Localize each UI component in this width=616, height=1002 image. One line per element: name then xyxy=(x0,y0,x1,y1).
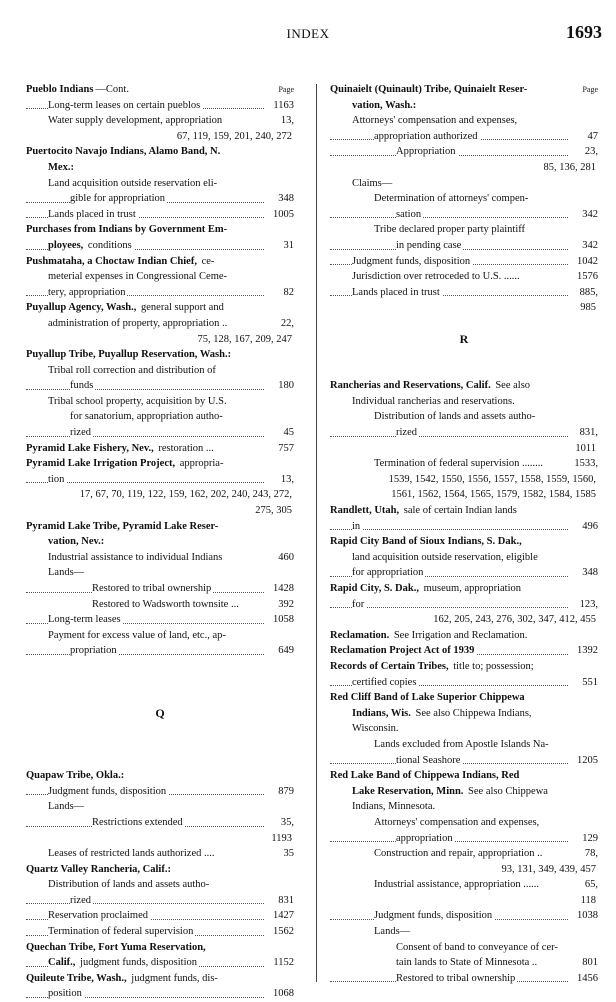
entry-text: —Cont. xyxy=(95,84,129,95)
index-entry-line xyxy=(26,82,294,98)
index-entry-line xyxy=(26,285,294,301)
entry-text: 1561, 1562, 1564, 1565, 1579, 1582, 1584, 1585 xyxy=(391,489,596,501)
page-reference: 460 xyxy=(275,550,294,566)
entry-text: Distribution of lands and assets autho- xyxy=(374,411,536,423)
entry-text: rized xyxy=(70,427,91,439)
index-entry-line xyxy=(330,441,598,457)
page-reference: 831 xyxy=(275,893,294,909)
index-entry-line xyxy=(330,737,598,753)
page-reference: 551 xyxy=(579,675,598,691)
entry-text: tain lands to State of Minnesota .. xyxy=(396,957,538,969)
entry-text: conditions xyxy=(85,239,132,251)
entry-text: 67, 119, 159, 201, 240, 272 xyxy=(176,130,292,142)
entry-text: Payment for excess value of land, etc., ap- xyxy=(48,629,226,641)
page-reference: 1427 xyxy=(270,908,294,924)
blank-line xyxy=(26,675,294,691)
index-entry-line xyxy=(330,753,598,769)
index-entry-line xyxy=(26,425,294,441)
entry-heading: Pushmataha, a Choctaw Indian Chief, xyxy=(26,255,197,267)
page-reference: 348 xyxy=(579,565,598,581)
entry-heading: Reclamation Project Act of 1939 xyxy=(330,645,475,657)
page-reference: 13, xyxy=(278,472,294,488)
page-reference: 1058 xyxy=(270,612,294,628)
index-entry-line xyxy=(26,98,294,114)
index-entry-line xyxy=(330,612,598,628)
entry-text: general support and xyxy=(138,302,224,314)
entry-text: Lands placed in trust xyxy=(48,208,136,220)
entry-text: Tribal school property, acquisition by U.S. xyxy=(48,395,227,407)
index-entry-line xyxy=(330,456,598,472)
index-entry-line xyxy=(330,675,598,691)
index-entry-line xyxy=(330,300,598,316)
index-entry-line xyxy=(330,862,598,878)
entry-text: Attorneys' compensation and expenses, xyxy=(374,816,540,828)
index-entry-line xyxy=(330,690,598,706)
entry-text: Judgment funds, disposition xyxy=(48,785,167,797)
entry-text: 162, 205, 243, 276, 302, 347, 412, 455 xyxy=(433,614,596,626)
page-reference: 885, xyxy=(577,285,598,301)
index-entry-line xyxy=(330,425,598,441)
index-entry-line xyxy=(26,472,294,488)
page-reference: 1005 xyxy=(270,207,294,223)
entry-heading: Quechan Tribe, Fort Yuma Reservation, xyxy=(26,941,206,953)
index-entry-line xyxy=(26,643,294,659)
entry-text: Reservation proclaimed xyxy=(48,910,149,922)
entry-heading: Records of Certain Tribes, xyxy=(330,660,449,672)
page-reference: 35 xyxy=(281,846,295,862)
index-entry-line xyxy=(26,409,294,425)
index-entry-line xyxy=(330,659,598,675)
index-entry-line xyxy=(330,409,598,425)
entry-text: certified copies xyxy=(352,676,417,688)
entry-text: Long-term leases xyxy=(48,614,121,626)
entry-text: sation xyxy=(396,208,422,220)
index-entry-line xyxy=(26,534,294,550)
page-reference: 31 xyxy=(281,238,295,254)
entry-text: Lands placed in trust xyxy=(352,286,440,298)
entry-heading: Puyallup Tribe, Puyallup Reservation, Wash.: xyxy=(26,349,232,361)
entry-text: for appropriation xyxy=(352,567,424,579)
index-entry-line xyxy=(330,628,598,644)
page-reference: 831, xyxy=(577,425,598,441)
index-entry-line xyxy=(26,955,294,971)
entry-text: tional Seashore xyxy=(396,754,461,766)
entry-text: Termination of federal supervision xyxy=(48,926,194,938)
index-entry-line xyxy=(26,456,294,472)
index-entry-line xyxy=(330,784,598,800)
blank-line xyxy=(330,316,598,332)
entry-heading: Indians, Wis. xyxy=(352,707,411,719)
page-reference: 1456 xyxy=(574,971,598,987)
index-entry-line xyxy=(26,597,294,613)
entry-text: Water supply development, appropriation xyxy=(48,115,223,127)
index-entry-line xyxy=(26,176,294,192)
section-letter: R xyxy=(459,331,469,346)
entry-text: Lands excluded from Apostle Islands Na- xyxy=(374,738,549,750)
entry-heading: Quileute Tribe, Wash., xyxy=(26,972,127,984)
entry-text: position xyxy=(48,988,82,1000)
entry-text: sale of certain Indian lands xyxy=(401,505,517,517)
section-letter: Q xyxy=(155,705,165,720)
index-entry-line xyxy=(330,503,598,519)
entry-text: Attorneys' compensation and expenses, xyxy=(352,115,518,127)
index-entry-line xyxy=(26,238,294,254)
entry-text: Industrial assistance, appropriation ...... xyxy=(374,879,540,891)
entry-text: Industrial assistance to individual Indians xyxy=(48,551,223,563)
entry-text: tion xyxy=(48,473,65,485)
index-entry-line xyxy=(26,799,294,815)
page-reference: 1533, xyxy=(571,456,598,472)
index-entry-line xyxy=(330,144,598,160)
index-entry-line xyxy=(330,893,598,909)
index-entry-line xyxy=(26,129,294,145)
page-reference: 342 xyxy=(579,207,598,223)
entry-heading: vation, Nev.: xyxy=(48,536,105,548)
index-column-left xyxy=(26,82,294,1002)
index-entry-line xyxy=(330,846,598,862)
page-reference: 348 xyxy=(275,191,294,207)
index-entry-line xyxy=(26,893,294,909)
index-entry-line xyxy=(26,815,294,831)
entry-text: appropriation xyxy=(396,832,453,844)
index-entry-line xyxy=(26,207,294,223)
index-entry-line xyxy=(330,908,598,924)
index-entry-line xyxy=(26,503,294,519)
index-entry-line xyxy=(330,394,598,410)
page-column-label: Page xyxy=(278,85,294,94)
entry-text: judgment funds, dis- xyxy=(128,972,218,984)
entry-heading: Rapid City, S. Dak., xyxy=(330,583,419,594)
index-entry-line xyxy=(330,799,598,815)
entry-heading: ployees, xyxy=(48,239,84,251)
entry-heading: Randlett, Utah, xyxy=(330,505,400,517)
index-entry-line xyxy=(26,877,294,893)
index-entry-line xyxy=(26,222,294,238)
entry-text: Tribal roll correction and distribution of xyxy=(48,364,216,376)
index-entry-line xyxy=(330,519,598,535)
index-entry-line xyxy=(26,347,294,363)
index-entry-line xyxy=(330,207,598,223)
page-reference: 1562 xyxy=(270,924,294,940)
page-reference: 35, xyxy=(278,815,294,831)
entry-heading: Rancherias and Reservations, Calif. xyxy=(330,380,491,392)
entry-text: Leases of restricted lands authorized .... xyxy=(48,848,215,860)
index-entry-line xyxy=(26,144,294,160)
blank-line xyxy=(26,737,294,753)
entry-heading: Rapid City Band of Sioux Indians, S. Dak., xyxy=(330,536,522,548)
entry-text: Lands— xyxy=(48,801,85,813)
index-entry-line xyxy=(26,487,294,503)
entry-text: gible for appropriation xyxy=(70,193,166,205)
entry-text: Wisconsin. xyxy=(352,723,399,735)
index-entry-line xyxy=(26,191,294,207)
page-reference: 496 xyxy=(579,519,598,535)
entry-heading: Quinaielt (Quinault) Tribe, Quinaielt Reser- xyxy=(330,84,528,95)
blank-line xyxy=(26,721,294,737)
page-reference: 23, xyxy=(582,144,598,160)
entry-text: restoration ... xyxy=(155,442,214,454)
index-entry-line xyxy=(330,940,598,956)
entry-text: Jurisdiction over retroceded to U.S. ...... xyxy=(352,271,520,283)
index-entry-line xyxy=(26,581,294,597)
entry-text: tery, appropriation xyxy=(48,286,126,298)
index-entry-line xyxy=(26,332,294,348)
index-entry-line xyxy=(330,815,598,831)
entry-text: meterial expenses in Congressional Ceme- xyxy=(48,271,228,283)
entry-text: 75, 128, 167, 209, 247 xyxy=(197,333,292,345)
entry-text: funds xyxy=(70,380,94,392)
entry-heading: Quartz Valley Rancheria, Calif.: xyxy=(26,863,171,875)
entry-text: Restrictions extended xyxy=(92,816,183,828)
index-entry-line xyxy=(26,160,294,176)
entry-heading: Red Cliff Band of Lake Superior Chippewa xyxy=(330,692,525,704)
entry-text: Restored to tribal ownership xyxy=(92,583,212,594)
page-reference: 1392 xyxy=(574,643,598,659)
entry-text: 17, 67, 70, 119, 122, 159, 162, 202, 240, 243, 272, xyxy=(79,489,292,501)
page-reference: 1038 xyxy=(574,908,598,924)
page-reference: 1042 xyxy=(574,254,598,270)
entry-text: Judgment funds, disposition xyxy=(374,910,493,922)
entry-text: museum, appropriation xyxy=(420,583,522,594)
index-entry-line xyxy=(330,98,598,114)
blank-line xyxy=(26,690,294,706)
page-reference: 65, xyxy=(582,877,598,893)
entry-heading: Calif., xyxy=(48,957,76,969)
entry-text: 93, 131, 349, 439, 457 xyxy=(501,863,596,875)
index-entry-line xyxy=(26,831,294,847)
entry-heading: Purchases from Indians by Government Em- xyxy=(26,224,228,236)
page-reference: 1205 xyxy=(574,753,598,769)
entry-text: Restored to tribal ownership xyxy=(396,972,516,984)
index-entry-line xyxy=(330,643,598,659)
page-reference: 801 xyxy=(579,955,598,971)
entry-text: Lands— xyxy=(48,567,85,579)
entry-heading: Puertocito Navajo Indians, Alamo Band, N. xyxy=(26,146,221,158)
entry-text: Distribution of lands and assets autho- xyxy=(48,879,210,891)
index-entry-line xyxy=(330,238,598,254)
index-entry-line xyxy=(330,160,598,176)
entry-text: 985 xyxy=(580,302,596,314)
page-reference: 1576 xyxy=(574,269,598,285)
entry-heading: Mex.: xyxy=(48,161,74,173)
index-entry-line xyxy=(330,487,598,503)
entry-text: 118 xyxy=(580,894,596,906)
index-entry-line xyxy=(26,565,294,581)
index-entry-line xyxy=(26,971,294,987)
entry-heading: Pyramid Lake Tribe, Pyramid Lake Reser- xyxy=(26,520,219,532)
index-entry-line xyxy=(330,565,598,581)
index-entry-line xyxy=(330,877,598,893)
blank-line xyxy=(26,659,294,675)
page-reference: 1163 xyxy=(270,98,294,114)
entry-text: administration of property, appropriation .. xyxy=(48,317,228,329)
entry-text: Claims— xyxy=(352,177,393,189)
entry-text: 1539, 1542, 1550, 1556, 1557, 1558, 1559, 1560, xyxy=(388,473,596,485)
index-entry-line xyxy=(26,986,294,1002)
page-reference: 45 xyxy=(281,425,295,441)
index-entry-line xyxy=(26,316,294,332)
index-entry-line xyxy=(26,441,294,457)
entry-text: Land acquisition outside reservation eli- xyxy=(48,177,218,189)
entry-text: in xyxy=(352,520,361,532)
blank-line xyxy=(26,753,294,769)
page-reference: 47 xyxy=(585,129,599,145)
page-reference: 392 xyxy=(275,597,294,613)
blank-line xyxy=(330,363,598,379)
column-divider xyxy=(316,84,317,982)
entry-text: for sanatorium, appropriation autho- xyxy=(70,411,223,423)
entry-heading: Lake Reservation, Minn. xyxy=(352,785,464,797)
index-entry-line xyxy=(330,955,598,971)
entry-text: for xyxy=(352,598,365,610)
entry-heading: vation, Wash.: xyxy=(352,99,417,111)
index-entry-line xyxy=(330,191,598,207)
entry-text: judgment funds, disposition xyxy=(77,957,198,969)
index-entry-line xyxy=(330,269,598,285)
index-entry-line xyxy=(330,378,598,394)
index-entry-line xyxy=(26,940,294,956)
entry-text: 275, 305 xyxy=(255,505,292,517)
entry-text: Termination of federal supervision ........ xyxy=(374,458,543,470)
index-entry-line xyxy=(26,924,294,940)
index-entry-line xyxy=(330,971,598,987)
page-reference: 1068 xyxy=(270,986,294,1002)
page-reference: 1428 xyxy=(270,581,294,597)
entry-heading: Pyramid Lake Fishery, Nev., xyxy=(26,442,154,454)
entry-heading: Pueblo Indians xyxy=(26,84,94,95)
page-reference: 757 xyxy=(275,441,294,457)
index-entry-line xyxy=(26,862,294,878)
entry-text: title to; possession; xyxy=(450,660,534,672)
page-reference: 123, xyxy=(577,597,598,613)
index-entry-line xyxy=(330,706,598,722)
entry-text: See also Chippewa xyxy=(465,785,548,797)
index-entry-line xyxy=(330,222,598,238)
index-entry-line xyxy=(26,908,294,924)
entry-heading: Red Lake Band of Chippewa Indians, Red xyxy=(330,770,520,782)
index-entry-line xyxy=(330,581,598,597)
index-entry-line xyxy=(26,254,294,270)
entry-text: 85, 136, 281 xyxy=(543,161,596,173)
index-entry-line xyxy=(330,768,598,784)
page-reference: 1152 xyxy=(270,955,294,971)
index-entry-line xyxy=(26,378,294,394)
entry-heading: Pyramid Lake Irrigation Project, xyxy=(26,458,176,470)
entry-text: Consent of band to conveyance of cer- xyxy=(396,941,558,953)
index-entry-line xyxy=(330,924,598,940)
entry-text: See Irrigation and Reclamation. xyxy=(391,629,528,641)
index-entry-line xyxy=(330,285,598,301)
index-column-right xyxy=(330,82,598,986)
entry-text: 1011 xyxy=(575,442,596,454)
entry-text: ce- xyxy=(198,255,215,267)
page-reference: 13, xyxy=(278,113,294,129)
page-reference: 129 xyxy=(579,831,598,847)
index-entry-line xyxy=(26,363,294,379)
entry-text: Determination of attorneys' compen- xyxy=(374,193,529,205)
page-reference: 879 xyxy=(275,784,294,800)
page-reference: 180 xyxy=(275,378,294,394)
entry-text: Lands— xyxy=(374,926,411,938)
index-entry-line xyxy=(26,768,294,784)
index-entry-line xyxy=(330,113,598,129)
index-entry-line xyxy=(330,472,598,488)
index-entry-line xyxy=(330,129,598,145)
entry-text: Long-term leases on certain pueblos xyxy=(48,99,201,111)
entry-text: 1193 xyxy=(271,832,292,844)
index-entry-line xyxy=(330,597,598,613)
entry-text: in pending case xyxy=(396,239,462,251)
index-entry-line xyxy=(26,550,294,566)
entry-text: Construction and repair, appropriation .. xyxy=(374,848,543,860)
page-column-label: Page xyxy=(582,85,598,94)
index-entry-line xyxy=(26,269,294,285)
index-entry-line xyxy=(330,534,598,550)
page-reference: 649 xyxy=(275,643,294,659)
index-entry-line xyxy=(26,628,294,644)
entry-text: Judgment funds, disposition xyxy=(352,255,471,267)
page-header xyxy=(0,22,616,42)
index-entry-line xyxy=(26,300,294,316)
entry-text: Appropriation xyxy=(396,146,456,158)
index-entry-line xyxy=(26,113,294,129)
index-entry-line xyxy=(26,612,294,628)
blank-line xyxy=(330,347,598,363)
entry-text: Individual rancherias and reservations. xyxy=(352,395,515,407)
page-reference: 342 xyxy=(579,238,598,254)
entry-heading: Puyallup Agency, Wash., xyxy=(26,302,137,314)
entry-text: rized xyxy=(70,894,91,906)
entry-heading: Quapaw Tribe, Okla.: xyxy=(26,770,125,782)
index-entry-line xyxy=(26,846,294,862)
page-reference: 22, xyxy=(278,316,294,332)
index-entry-line xyxy=(330,254,598,270)
entry-text: See also Chippewa Indians, xyxy=(412,707,532,719)
index-entry-line xyxy=(330,82,598,98)
page-reference: 82 xyxy=(281,285,295,301)
entry-text: Tribe declared proper party plaintiff xyxy=(374,224,526,236)
index-entry-line xyxy=(330,550,598,566)
entry-text: land acquisition outside reservation, eligible xyxy=(352,551,538,563)
entry-text: Indians, Minnesota. xyxy=(352,801,436,813)
page-reference: 78, xyxy=(582,846,598,862)
entry-heading: Reclamation. xyxy=(330,629,390,641)
entry-text: appropria- xyxy=(177,458,224,470)
entry-text: See also xyxy=(492,380,531,392)
index-entry-line xyxy=(26,519,294,535)
running-title: INDEX xyxy=(286,26,330,41)
index-entry-line xyxy=(330,176,598,192)
index-entry-line xyxy=(26,784,294,800)
entry-text: rized xyxy=(396,427,417,439)
entry-text: appropriation authorized xyxy=(374,130,478,142)
index-entry-line xyxy=(330,831,598,847)
entry-text: Restored to Wadsworth townsite ... xyxy=(92,598,239,610)
index-entry-line xyxy=(330,721,598,737)
index-entry-line xyxy=(26,394,294,410)
entry-text: propriation xyxy=(70,645,117,657)
page-number: 1693 xyxy=(566,22,602,42)
